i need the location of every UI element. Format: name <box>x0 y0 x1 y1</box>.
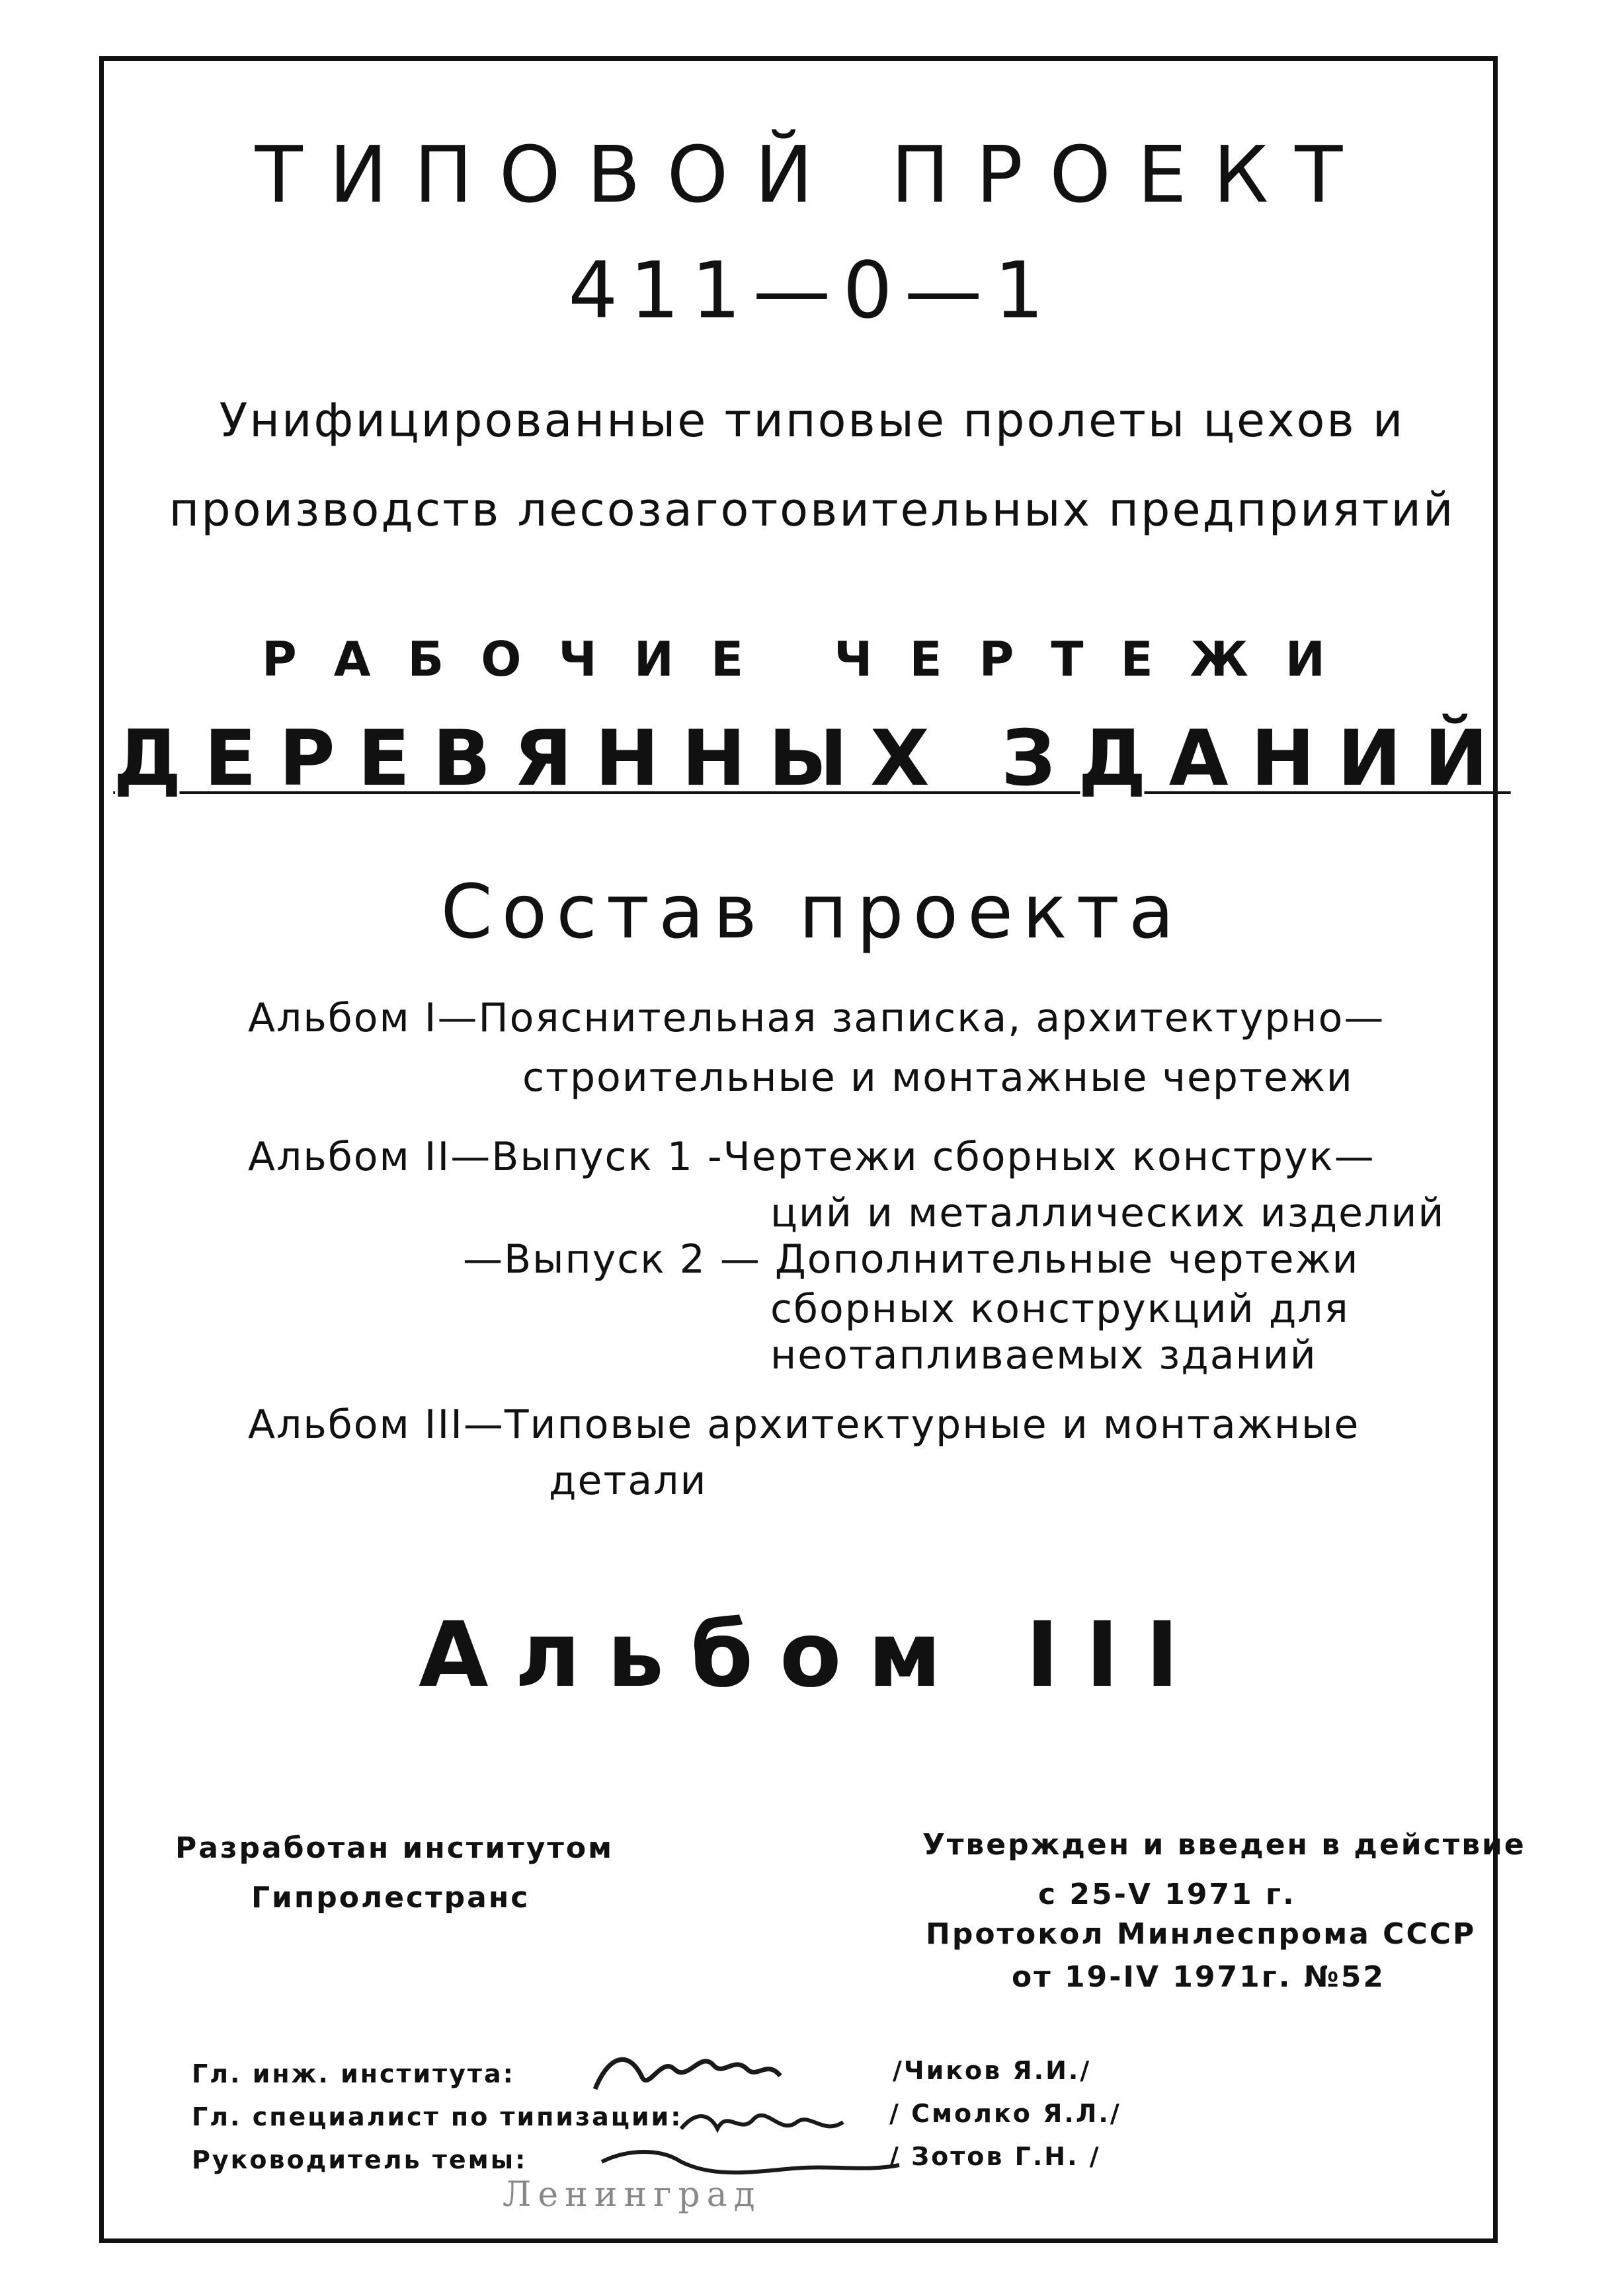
title-line-1: ТИПОВОЙ ПРОЕКТ <box>255 129 1369 220</box>
approved-label: Утвержден и введен в действие <box>922 1828 1526 1862</box>
album1-line-2: строительные и монтажные чертежи <box>522 1054 1354 1101</box>
album2-line-1: Альбом II—Выпуск 1 -Чертежи сборных конструк— <box>248 1134 1375 1180</box>
album3-line-2: детали <box>549 1458 708 1504</box>
topic-leader-name: / Зотов Г.Н. / <box>889 2142 1101 2171</box>
album2-issue2-line-1: —Выпуск 2 — Дополнительные чертежи <box>463 1236 1360 1283</box>
institute-name: Гипролестранс <box>251 1881 530 1915</box>
city-stamp: Ленинград <box>503 2175 762 2215</box>
album3-line-1: Альбом III—Типовые архитектурные и монтажные <box>248 1402 1360 1448</box>
wooden-buildings-heading: ДЕРЕВЯННЫХ ЗДАНИЙ <box>113 714 1511 803</box>
composition-heading: Состав проекта <box>440 869 1184 955</box>
chief-specialist-name: / Смолко Я.Л./ <box>889 2099 1121 2128</box>
approved-date: с 25-V 1971 г. <box>1038 1878 1296 1911</box>
chief-engineer-name: /Чиков Я.И./ <box>893 2056 1092 2085</box>
album2-issue2-line-3: неотапливаемых зданий <box>770 1332 1317 1378</box>
protocol-date: от 19-IV 1971г. №52 <box>1012 1960 1385 1994</box>
title-project-number: 411—0—1 <box>568 245 1056 336</box>
signature-3 <box>602 2152 899 2172</box>
signature-2 <box>681 2116 843 2129</box>
signature-1 <box>595 2059 780 2089</box>
developed-by-label: Разработан институтом <box>175 1831 614 1865</box>
chief-engineer-role: Гл. инж. института: <box>192 2059 515 2088</box>
album1-line-1: Альбом I—Пояснительная записка, архитектурно— <box>248 995 1385 1041</box>
topic-leader-role: Руководитель темы: <box>192 2145 528 2174</box>
subtitle-line-2: производств лесозаготовительных предприятий <box>169 483 1455 537</box>
working-drawings-heading: РАБОЧИЕ ЧЕРТЕЖИ <box>261 631 1363 687</box>
current-album-title: Альбом III <box>419 1603 1205 1708</box>
protocol-label: Протокол Минлеспрома СССР <box>926 1917 1477 1951</box>
album2-line-2: ций и металлических изделий <box>770 1190 1445 1236</box>
chief-specialist-role: Гл. специалист по типизации: <box>192 2102 683 2131</box>
album2-issue2-line-2: сборных конструкций для <box>770 1286 1350 1332</box>
subtitle-line-1: Унифицированные типовые пролеты цехов и <box>219 393 1405 448</box>
